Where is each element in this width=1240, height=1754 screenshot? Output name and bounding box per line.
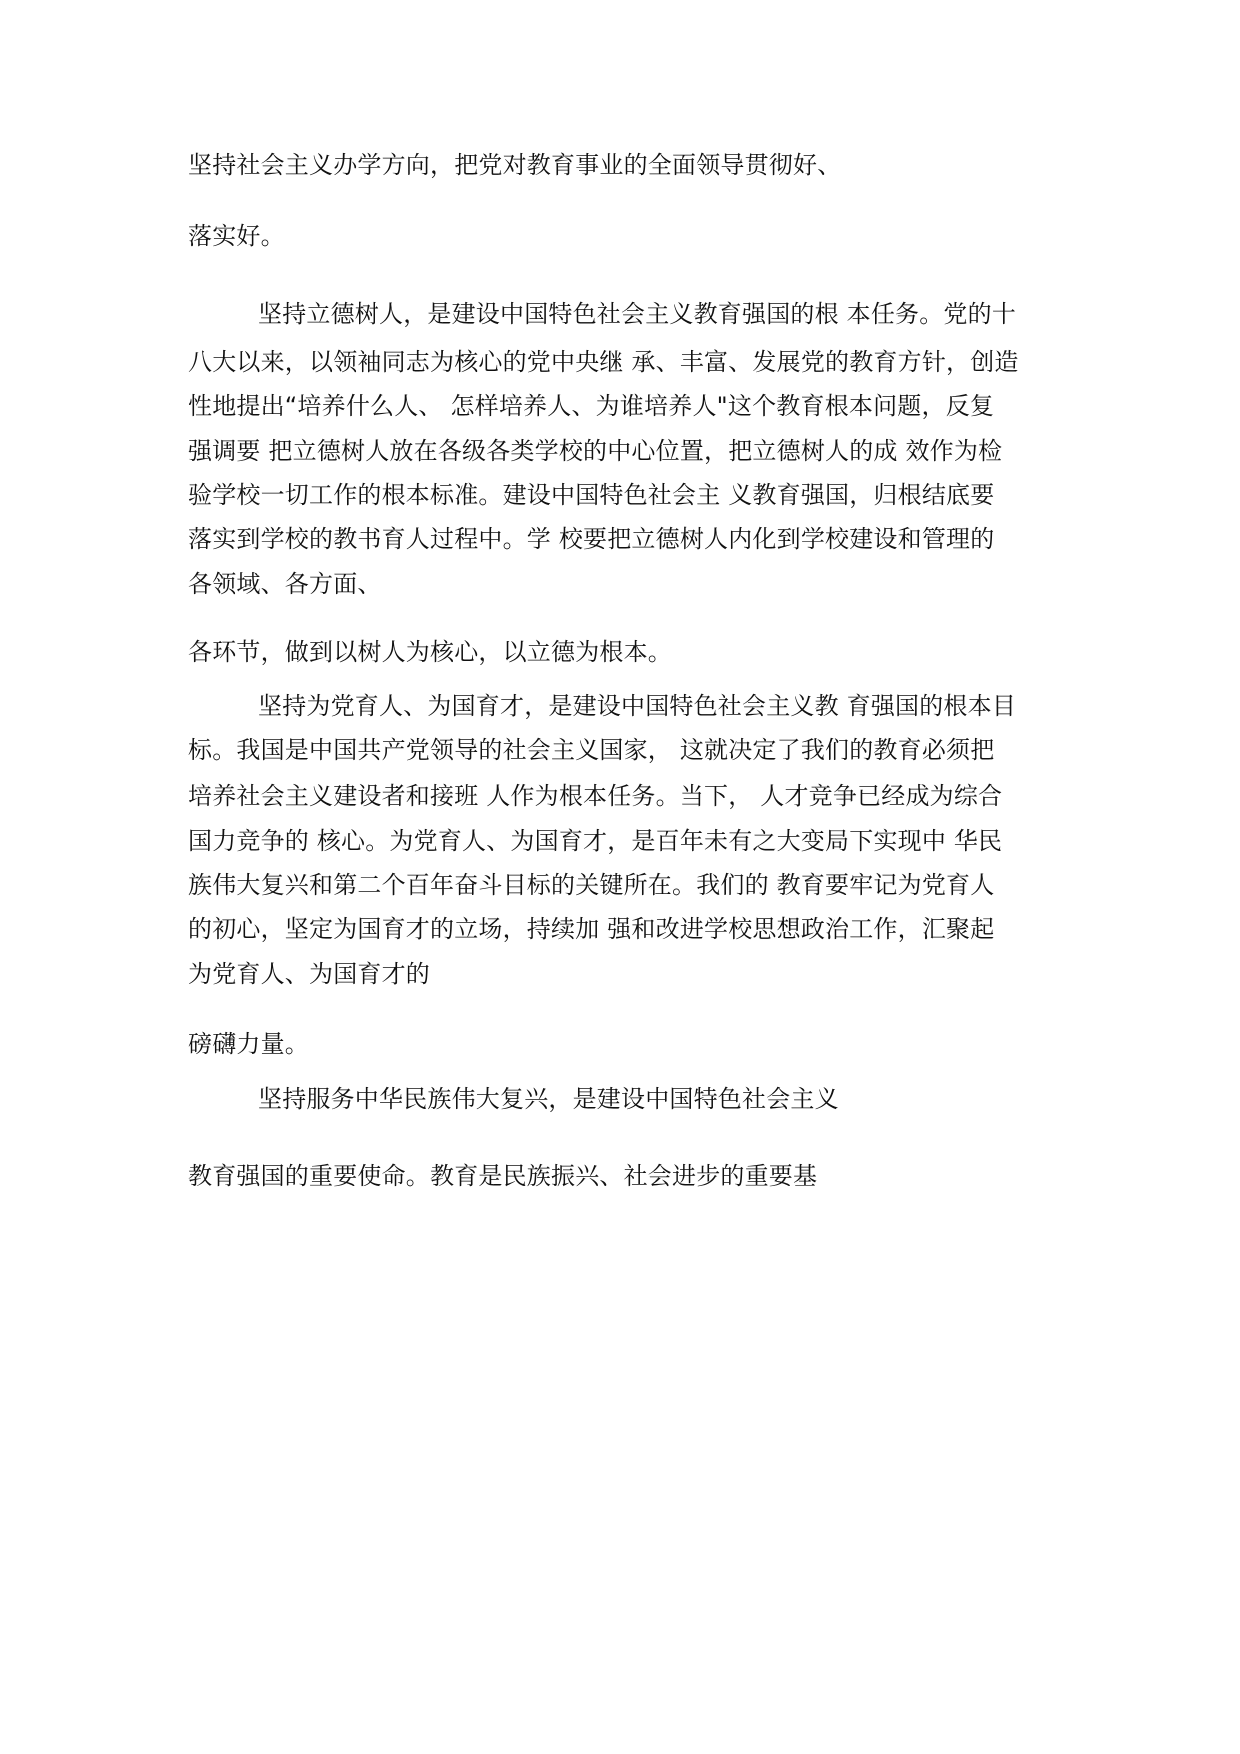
text-line-1: 坚持社会主义办学方向，把党对教育事业的全面领导贯彻好、 <box>188 151 842 179</box>
text-line-15: 族伟大复兴和第二个百年奋斗目标的关键所在。我们的 教育要牢记为党育人 <box>188 871 995 899</box>
text-line-16: 的初心，坚定为国育才的立场，持续加 强和改进学校思想政治工作，汇聚起 <box>188 915 995 943</box>
text-line-20: 教育强国的重要使命。教育是民族振兴、社会进步的重要基 <box>188 1162 818 1190</box>
text-line-12: 标。我国是中国共产党领导的社会主义国家， 这就决定了我们的教育必须把 <box>188 736 995 764</box>
text-line-9: 各领域、各方面、 <box>188 570 382 598</box>
text-line-7: 验学校一切工作的根本标准。建设中国特色社会主 义教育强国，归根结底要 <box>188 481 995 509</box>
text-line-6: 强调要 把立德树人放在各级各类学校的中心位置，把立德树人的成 效作为检 <box>188 437 1003 465</box>
text-line-5: 性地提出“培养什么人、 怎样培养人、为谁培养人"这个教育根本问题，反复 <box>188 392 995 420</box>
text-line-8: 落实到学校的教书育人过程中。学 校要把立德树人内化到学校建设和管理的 <box>188 525 995 553</box>
text-line-10: 各环节，做到以树人为核心，以立德为根本。 <box>188 638 672 666</box>
text-line-19: 坚持服务中华民族伟大复兴，是建设中国特色社会主义 <box>258 1085 839 1113</box>
text-line-2: 落实好。 <box>188 222 285 250</box>
text-line-14: 国力竞争的 核心。为党育人、为国育才，是百年未有之大变局下实现中 华民 <box>188 827 1003 855</box>
text-line-4: 八大以来，以领袖同志为核心的党中央继 承、丰富、发展党的教育方针，创造 <box>188 348 1019 376</box>
text-line-11: 坚持为党育人、为国育才，是建设中国特色社会主义教 育强国的根本目 <box>258 692 1017 720</box>
text-line-17: 为党育人、为国育才的 <box>188 960 430 988</box>
text-line-3: 坚持立德树人，是建设中国特色社会主义教育强国的根 本任务。党的十 <box>258 300 1017 328</box>
text-line-18: 磅礴力量。 <box>188 1030 309 1058</box>
text-line-13: 培养社会主义建设者和接班 人作为根本任务。当下， 人才竞争已经成为综合 <box>188 782 1003 810</box>
